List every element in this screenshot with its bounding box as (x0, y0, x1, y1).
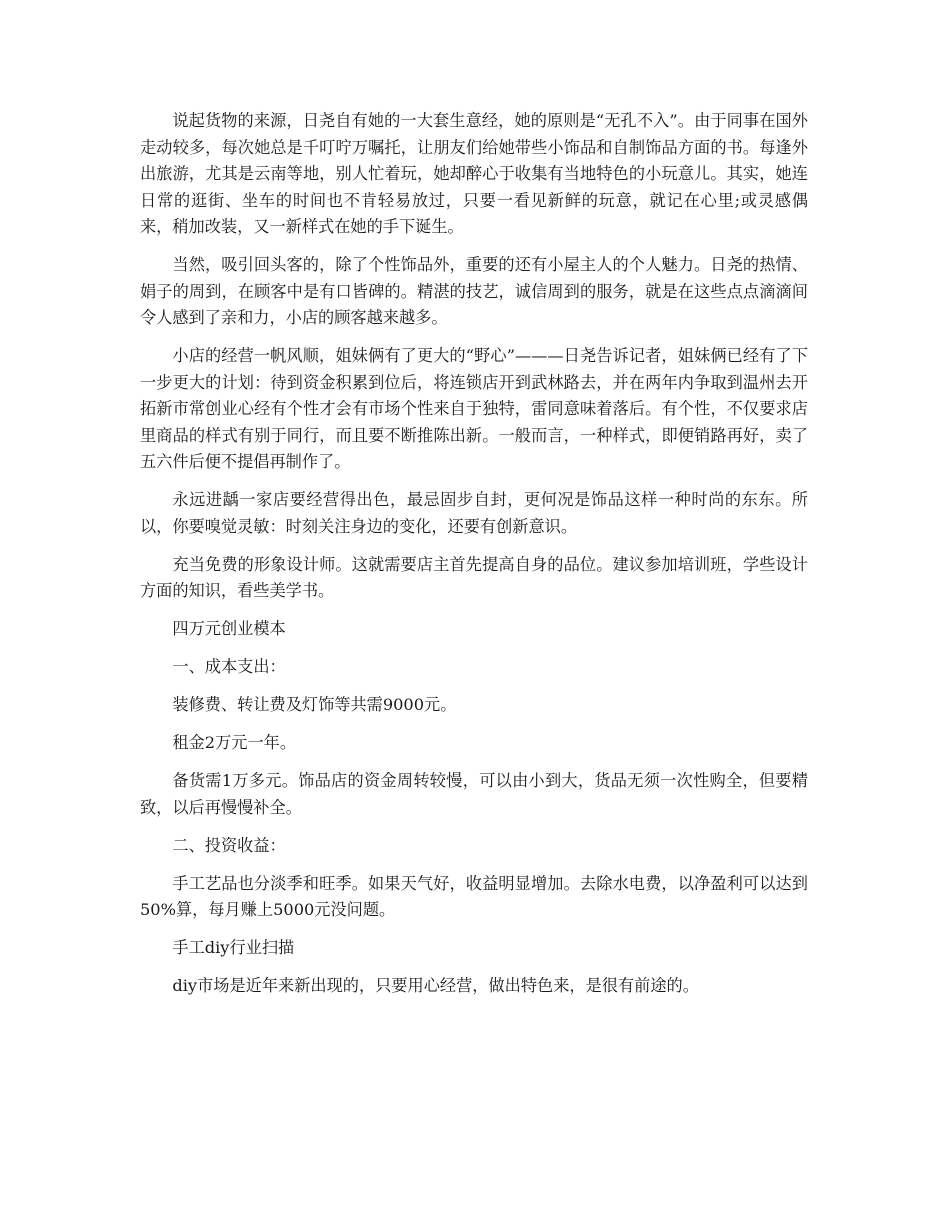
paragraph-diy-market: diy市场是近年来新出现的，只要用心经营，做出特色来，是很有前途的。 (172, 976, 699, 995)
paragraph-rent-cost: 租金2万元一年。 (172, 733, 297, 752)
paragraph-innovation: 永远进龋一家店要经营得出色，最忌固步自封，更何况是饰品这样一种时尚的东东。所以，你要嗅觉灵敏：时刻关注身边的变化，还要有创新意识。 (140, 490, 808, 536)
paragraph-renovation-cost: 装修费、转让费及灯饰等共需9000元。 (172, 695, 457, 714)
paragraph-owner-charm: 当然，吸引回头客的，除了个性饰品外，重要的还有小屋主人的个人魅力。日尧的热情、娟子的周到，在顾客中是有口皆碑的。精湛的技艺，诚信周到的服务，就是在这些点点滴滴间令人感到了亲和力，小店的顾客越来越多。 (140, 255, 808, 327)
paragraph-stock-cost: 备货需1万多元。饰品店的资金周转较慢，可以由小到大，货品无须一次性购全，但要精致，以后再慢慢补全。 (140, 771, 808, 817)
paragraph-expansion-plan: 小店的经营一帆风顺，姐妹俩有了更大的“野心”———日尧告诉记者，姐妹俩已经有了下一步更大的计划：待到资金积累到位后，将连锁店开到武林路去，并在两年内争取到温州去开拓新市常创业心经有个性才会有市场个性来自于独特，雷同意味着落后。有个性，不仅要求店里商品的样式有别于同行，而且要不断推陈出新。一般而言，一种样式，即便销路再好，卖了五六件后便不提倡再制作了。 (140, 346, 808, 471)
heading-startup-model: 四万元创业模本 (172, 619, 286, 638)
heading-investment-return: 二、投资收益： (172, 835, 286, 855)
paragraph-seasonal-income: 手工艺品也分淡季和旺季。如果天气好，收益明显增加。去除水电费，以净盈利可以达到50%算，每月赚上5000元没问题。 (140, 873, 808, 919)
paragraph-goods-source: 说起货物的来源，日尧自有她的一大套生意经，她的原则是“无孔不入”。由于同事在国外走动较多，每次她总是千叮咛万嘱托，让朋友们给她带些小饰品和自制饰品方面的书。每逢外出旅游，尤其是云南等地，别人忙着玩，她却醉心于收集有当地特色的小玩意儿。其实，她连日常的逛街、坐车的时间也不肯轻易放过，只要一看见新鲜的玩意，就记在心里;或灵感偶来，稍加改装，又一新样式在她的手下诞生。 (140, 111, 808, 236)
heading-diy-industry: 手工diy行业扫描 (172, 938, 295, 957)
heading-cost-expenses: 一、成本支出： (172, 657, 286, 676)
paragraph-image-designer: 充当免费的形象设计师。这就需要店主首先提高自身的品位。建议参加培训班，学些设计方面的知识，看些美学书。 (140, 554, 808, 600)
document-body (140, 108, 808, 1011)
